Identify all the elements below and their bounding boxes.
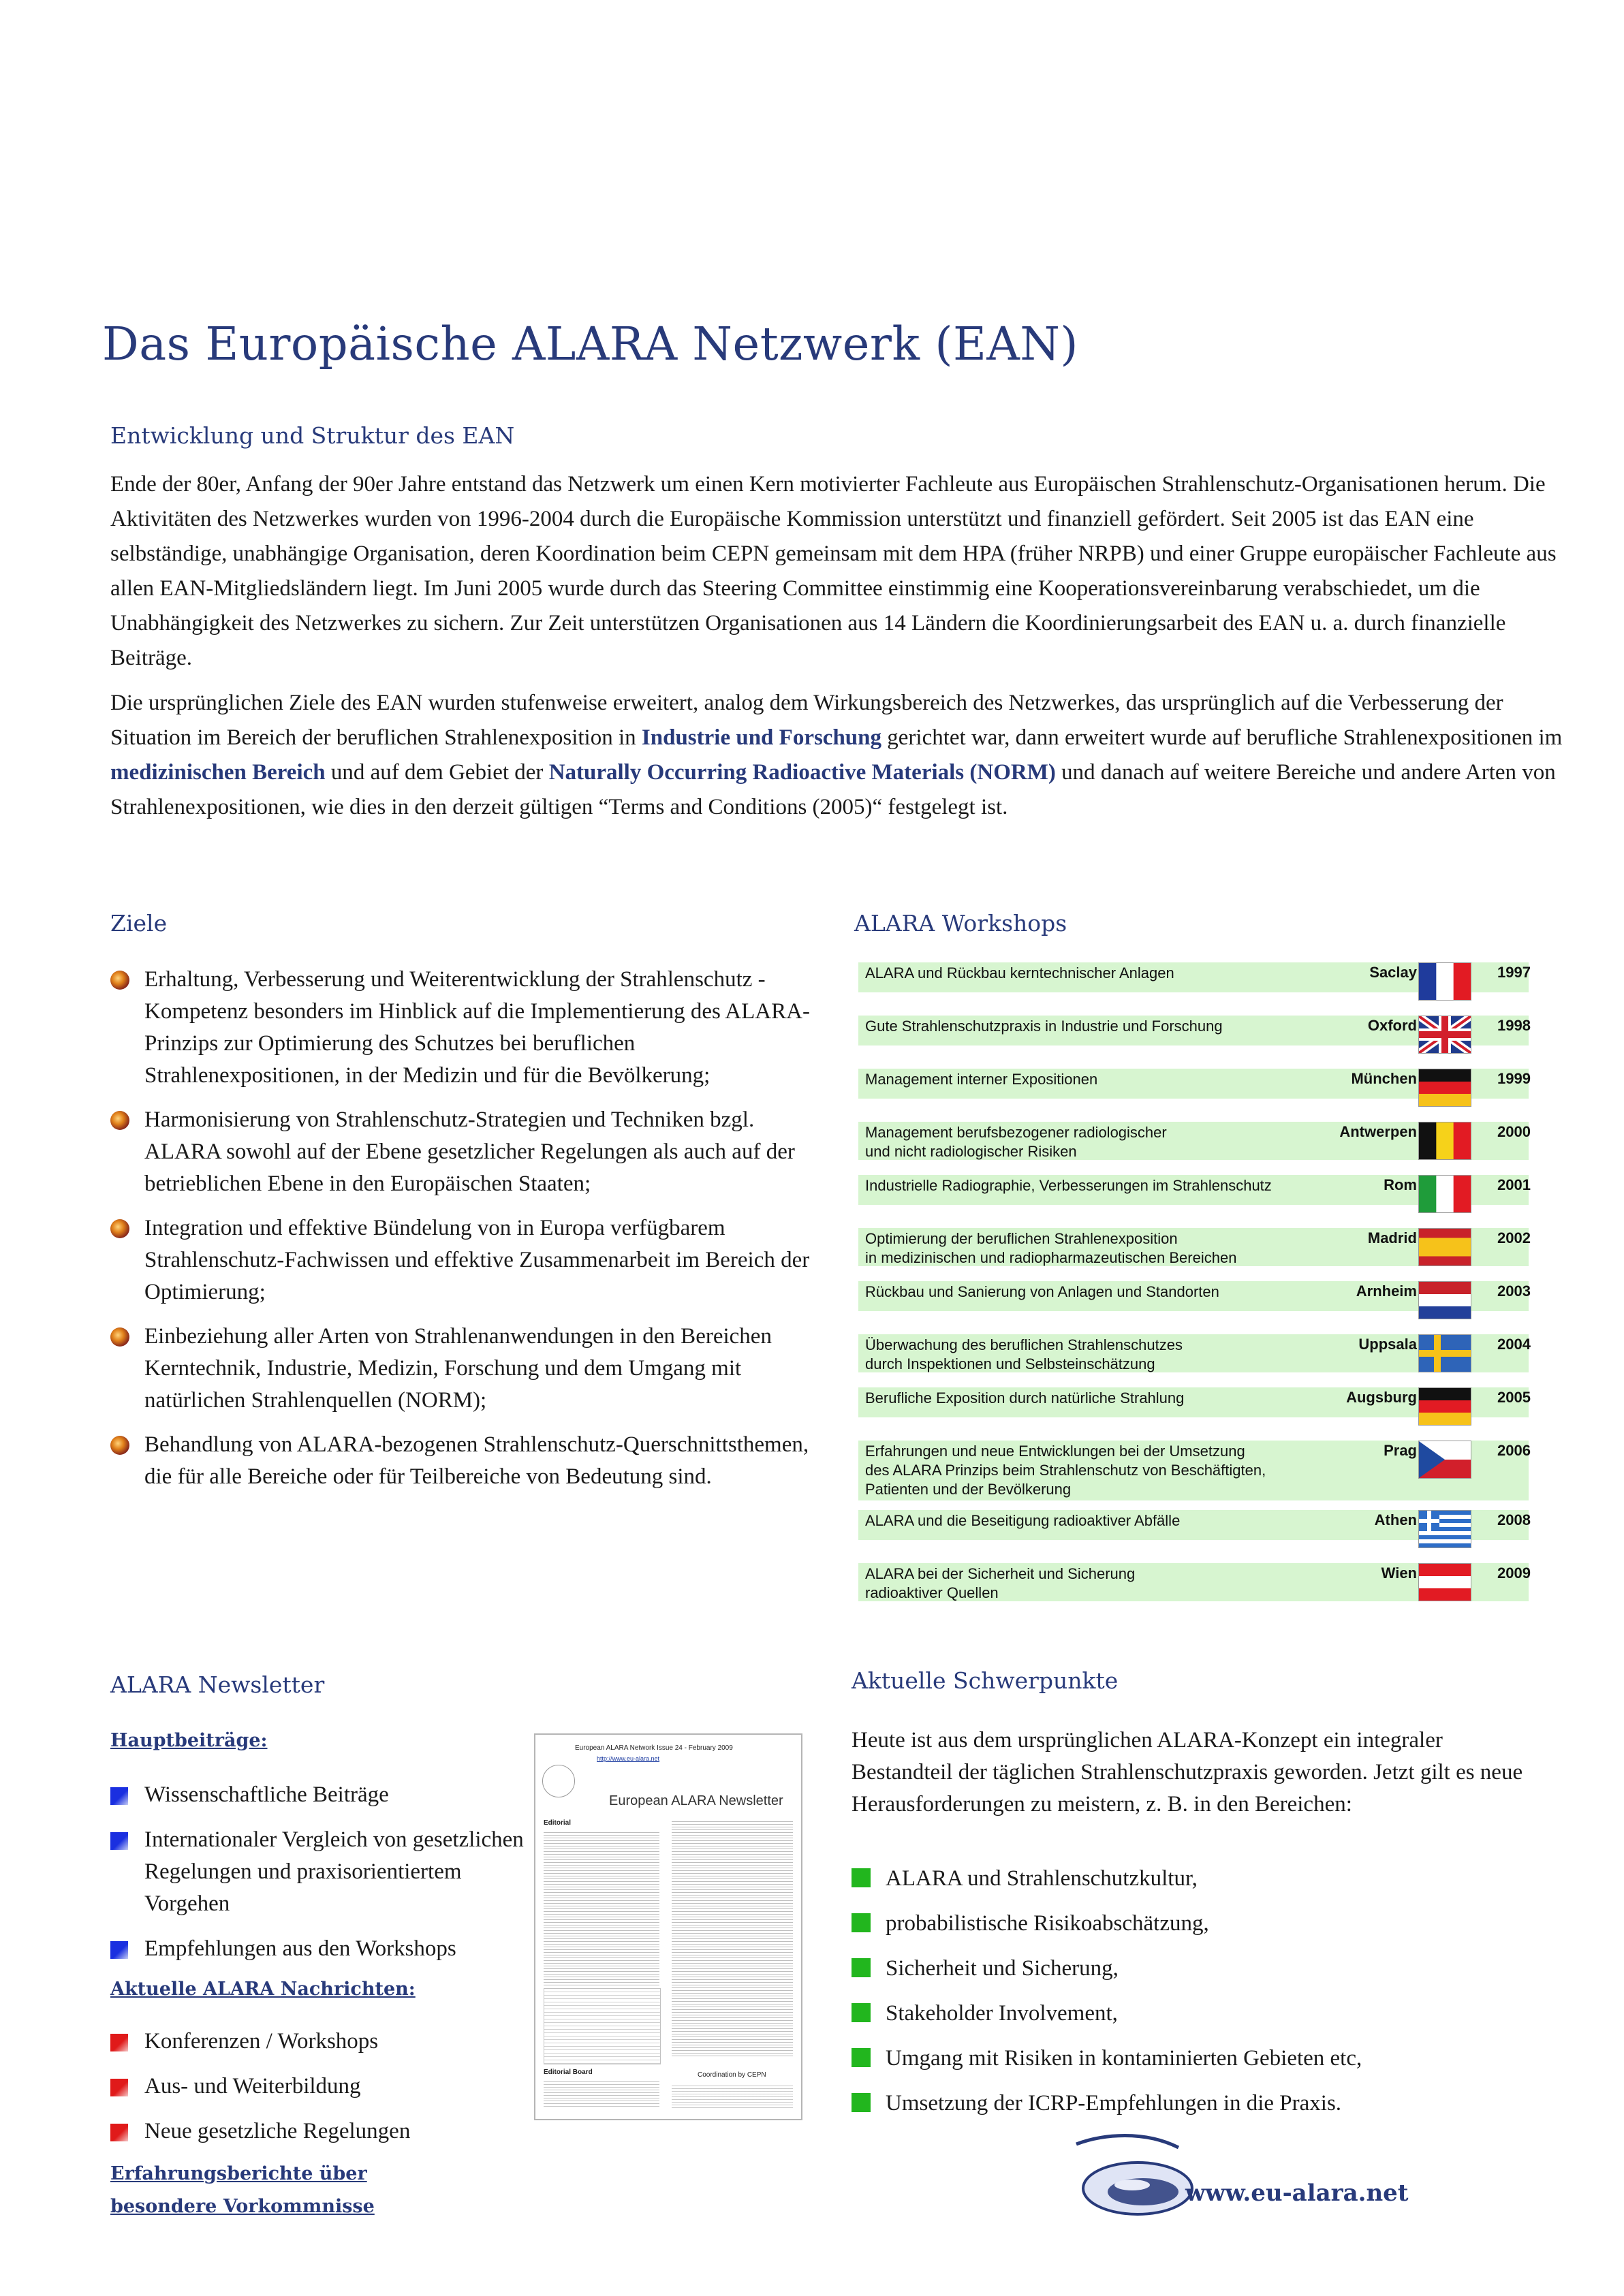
workshop-city: Rom — [1384, 1176, 1417, 1193]
square-bullet-icon — [852, 1868, 871, 1887]
workshop-city: Antwerpen — [1339, 1123, 1417, 1140]
square-bullet-icon — [110, 1832, 128, 1850]
workshop-row — [858, 1441, 1529, 1500]
workshop-year: 2004 — [1497, 1336, 1531, 1353]
uk-flag-icon — [1418, 1016, 1471, 1054]
newsletter-main-label: Hauptbeiträge: — [110, 1730, 268, 1751]
square-bullet-icon — [852, 2003, 871, 2022]
workshop-title: Überwachung des beruflichen Strahlenschutzes durch Inspektionen und Selbsteinschätzung — [865, 1336, 1183, 1372]
list-item: ALARA und Strahlenschutzkultur, — [852, 1863, 1198, 1895]
square-bullet-icon — [852, 2093, 871, 2112]
workshop-city: Prag — [1384, 1442, 1417, 1459]
workshop-year: 2008 — [1497, 1511, 1531, 1528]
intro-paragraph-1: Ende der 80er, Anfang der 90er Jahre entstand das Netzwerk um einen Kern motivierter Fachleute aus Europäischen Strahlenschutz-Organisationen herum. Die Aktivitäten des Netzwerkes wurden von 1996-2004 durch die Europäische Kommission unterstützt und finanziell gefördert. Seit 2005 ist das EAN eine selbständige, unabhängige Organisation, deren Koordination beim CEPN gemeinsam mit dem HPA (früher NRPB) und einer Gruppe europäischer Fachleute aus allen EAN-Mitgliedsländern liegt. Im Juni 2005 wurde durch das Steering Committee einstimmig eine Kooperationsvereinbarung verabschiedet, um die Unabhängigkeit des Netzwerkes zu sichern. Zur Zeit unterstützen Organisationen aus 14 Ländern die Koordinierungsarbeit des EAN u. a. durch finanzielle Beiträge. — [110, 472, 1557, 670]
germany-flag-icon — [1418, 1069, 1471, 1107]
workshop-city: München — [1351, 1070, 1417, 1087]
highlight-medizin: medizinischen Bereich — [110, 760, 326, 785]
newsletter-reports-label-1: Erfahrungsberichte über — [110, 2163, 367, 2184]
germany-flag-icon — [1418, 1387, 1471, 1426]
bullet-icon — [110, 971, 129, 990]
list-item: Erhaltung, Verbesserung und Weiterentwicklung der Strahlenschutz -Kompetenz besonders im Hinblick auf die Implementierung des ALARA-Prinzips zur Optimierung des Schutzes bei beruflichen Strahlenexpositionen, in der Medizin und für die Bevölkerung; — [110, 964, 812, 1092]
square-bullet-icon — [852, 1913, 871, 1932]
greece-flag-icon — [1418, 1510, 1471, 1548]
bullet-icon — [110, 1219, 129, 1238]
workshop-row — [858, 1563, 1529, 1601]
ziele-list — [110, 964, 812, 1505]
list-item: Empfehlungen aus den Workshops — [110, 1933, 553, 1965]
workshop-title: ALARA und die Beseitigung radioaktiver Abfälle — [865, 1512, 1181, 1529]
thumb-text-column-right — [672, 1819, 793, 2058]
highlight-industrie: Industrie und Forschung — [641, 725, 882, 750]
workshop-city: Oxford — [1367, 1017, 1417, 1034]
workshop-title: Management interner Expositionen — [865, 1071, 1098, 1088]
thumb-logo-icon — [542, 1765, 575, 1797]
bullet-icon — [110, 1436, 129, 1455]
workshop-year: 2005 — [1497, 1389, 1531, 1406]
workshop-year: 1997 — [1497, 964, 1531, 981]
square-bullet-icon — [110, 2079, 128, 2096]
workshop-city: Athen — [1374, 1511, 1417, 1528]
square-bullet-icon — [110, 2034, 128, 2051]
thumb-contents-box — [544, 1988, 661, 2064]
list-item: Konferenzen / Workshops — [110, 2026, 553, 2058]
list-item: Neue gesetzliche Regelungen — [110, 2116, 553, 2148]
workshop-city: Wien — [1381, 1564, 1417, 1582]
workshop-title: Rückbau und Sanierung von Anlagen und Standorten — [865, 1283, 1219, 1300]
workshop-city: Uppsala — [1358, 1336, 1417, 1353]
list-item: probabilistische Risikoabschätzung, — [852, 1908, 1209, 1940]
footer-url[interactable]: www.eu-alara.net — [1185, 2180, 1409, 2207]
workshop-row — [858, 1016, 1529, 1045]
workshop-year: 2003 — [1497, 1283, 1531, 1300]
workshop-row — [858, 1175, 1529, 1205]
workshop-city: Arnheim — [1356, 1283, 1417, 1300]
list-item: Einbeziehung aller Arten von Strahlenanwendungen in den Bereichen Kerntechnik, Industrie, Medizin, Forschung und dem Umgang mit natürlichen Strahlenquellen (NORM); — [110, 1321, 812, 1417]
bullet-icon — [110, 1327, 129, 1347]
workshop-year: 2006 — [1497, 1442, 1531, 1459]
workshop-row — [858, 1281, 1529, 1311]
thumb-url: http://www.eu-alara.net — [597, 1755, 660, 1762]
workshop-row — [858, 1069, 1529, 1099]
list-item: Umsetzung der ICRP-Empfehlungen in die Praxis. — [852, 2088, 1341, 2120]
list-item: Wissenschaftliche Beiträge — [110, 1779, 553, 1811]
spain-flag-icon — [1418, 1228, 1471, 1266]
list-item: Behandlung von ALARA-bezogenen Strahlenschutz-Querschnittsthemen, die für alle Bereiche oder für Teilbereiche von Bedeutung sind. — [110, 1429, 812, 1493]
square-bullet-icon — [852, 2048, 871, 2067]
thumb-contact: Coordination by CEPN — [698, 2071, 766, 2079]
workshop-row — [858, 1122, 1529, 1160]
intro-text — [110, 467, 1568, 835]
page-title: Das Europäische ALARA Netzwerk (EAN) — [102, 317, 1079, 371]
intro-paragraph-2: Die ursprünglichen Ziele des EAN wurden stufenweise erweitert, analog dem Wirkungsbereich des Netzwerkes, das ursprünglich auf die Verbesserung der Situation im Bereich der beruflichen Strahlenexposition in Industrie und Forschung gerichtet war, dann erweitert wurde auf berufliche Strahlenexpositionen im medizinischen Bereich und auf dem Gebiet der Naturally Occurring Radioactive Materials (NORM) und danach auf weitere Bereiche und andere Arten von Strahlenexpositionen, wie dies in den derzeit gültigen “Terms and Conditions (2005)“ festgelegt ist. — [110, 691, 1563, 819]
workshop-year: 2000 — [1497, 1123, 1531, 1140]
workshop-city: Saclay — [1369, 964, 1417, 981]
sweden-flag-icon — [1418, 1334, 1471, 1372]
square-bullet-icon — [110, 2124, 128, 2141]
workshop-year: 1998 — [1497, 1017, 1531, 1034]
workshop-title: Erfahrungen und neue Entwicklungen bei der Umsetzung des ALARA Prinzips beim Strahlenschutz von Beschäftigten, Patienten und der Bevölkerung — [865, 1443, 1266, 1498]
newsletter-reports-label-2: besondere Vorkommnisse — [110, 2196, 375, 2217]
workshop-title: Berufliche Exposition durch natürliche Strahlung — [865, 1389, 1185, 1406]
list-item: Umgang mit Risiken in kontaminierten Gebieten etc, — [852, 2043, 1362, 2075]
workshop-title: ALARA bei der Sicherheit und Sicherung radioaktiver Quellen — [865, 1565, 1136, 1601]
list-item: Stakeholder Involvement, — [852, 1998, 1118, 2030]
list-item: Internationaler Vergleich von gesetzlichen Regelungen und praxisorientiertem Vorgehen — [110, 1824, 526, 1920]
workshop-year: 2001 — [1497, 1176, 1531, 1193]
workshop-title: Management berufsbezogener radiologischer und nicht radiologischer Risiken — [865, 1124, 1167, 1160]
square-bullet-icon — [852, 1958, 871, 1977]
thumb-editorial-board: Editorial Board — [544, 2069, 593, 2076]
belgium-flag-icon — [1418, 1122, 1471, 1160]
workshop-city: Madrid — [1367, 1229, 1417, 1246]
thumb-board-text — [544, 2079, 659, 2107]
ziele-heading: Ziele — [110, 910, 168, 937]
bullet-icon — [110, 1111, 129, 1130]
workshop-year: 1999 — [1497, 1070, 1531, 1087]
workshop-year: 2009 — [1497, 1564, 1531, 1582]
workshop-title: Industrielle Radiographie, Verbesserungen im Strahlenschutz — [865, 1177, 1272, 1194]
workshop-row — [858, 1334, 1529, 1372]
newsletter-heading: ALARA Newsletter — [110, 1671, 325, 1698]
workshop-row — [858, 962, 1529, 992]
square-bullet-icon — [110, 1941, 128, 1959]
eu-alara-logo-icon — [1063, 2130, 1199, 2226]
intro-heading: Entwicklung und Struktur des EAN — [110, 422, 515, 449]
list-item: Integration und effektive Bündelung von in Europa verfügbarem Strahlenschutz-Fachwissen und effektive Zusammenarbeit im Bereich der Optimierung; — [110, 1212, 812, 1308]
thumb-text-column — [544, 1830, 659, 1987]
france-flag-icon — [1418, 962, 1471, 1001]
schwerpunkte-intro: Heute ist aus dem ursprünglichen ALARA-Konzept ein integraler Bestandteil der täglichen Strahlenschutzpraxis geworden. Jetzt gilt es neue Herausforderungen zu meistern, z. B. in den Bereichen: — [852, 1728, 1523, 1817]
newsletter-thumbnail — [534, 1733, 802, 2120]
list-item: Aus- und Weiterbildung — [110, 2071, 553, 2103]
workshop-row — [858, 1228, 1529, 1266]
thumb-contact-text — [672, 2083, 793, 2108]
list-item: Harmonisierung von Strahlenschutz-Strategien und Techniken bzgl. ALARA sowohl auf der Ebene gesetzlicher Regelungen als auch auf der betrieblichen Ebene in den Europäischen Staaten; — [110, 1104, 812, 1200]
italy-flag-icon — [1418, 1175, 1471, 1213]
thumb-header: European ALARA Network Issue 24 - February 2009 — [575, 1744, 733, 1752]
workshop-year: 2002 — [1497, 1229, 1531, 1246]
thumb-editorial: Editorial — [544, 1819, 572, 1827]
thumb-title: European ALARA Newsletter — [609, 1793, 783, 1808]
workshop-row — [858, 1510, 1529, 1540]
netherlands-flag-icon — [1418, 1281, 1471, 1319]
workshop-row — [858, 1387, 1529, 1417]
workshop-city: Augsburg — [1346, 1389, 1417, 1406]
square-bullet-icon — [110, 1787, 128, 1805]
highlight-norm: Naturally Occurring Radioactive Materials (NORM) — [548, 760, 1056, 785]
workshop-title: Gute Strahlenschutzpraxis in Industrie und Forschung — [865, 1018, 1223, 1035]
austria-flag-icon — [1418, 1563, 1471, 1601]
workshop-title: Optimierung der beruflichen Strahlenexposition in medizinischen und radiopharmazeutischen Bereichen — [865, 1230, 1237, 1266]
workshop-title: ALARA und Rückbau kerntechnischer Anlagen — [865, 964, 1174, 981]
list-item: Sicherheit und Sicherung, — [852, 1953, 1119, 1985]
newsletter-news-label: Aktuelle ALARA Nachrichten: — [110, 1979, 416, 2000]
czech-flag-icon — [1418, 1441, 1471, 1479]
workshops-heading: ALARA Workshops — [854, 910, 1067, 937]
schwerpunkte-heading: Aktuelle Schwerpunkte — [852, 1667, 1119, 1694]
